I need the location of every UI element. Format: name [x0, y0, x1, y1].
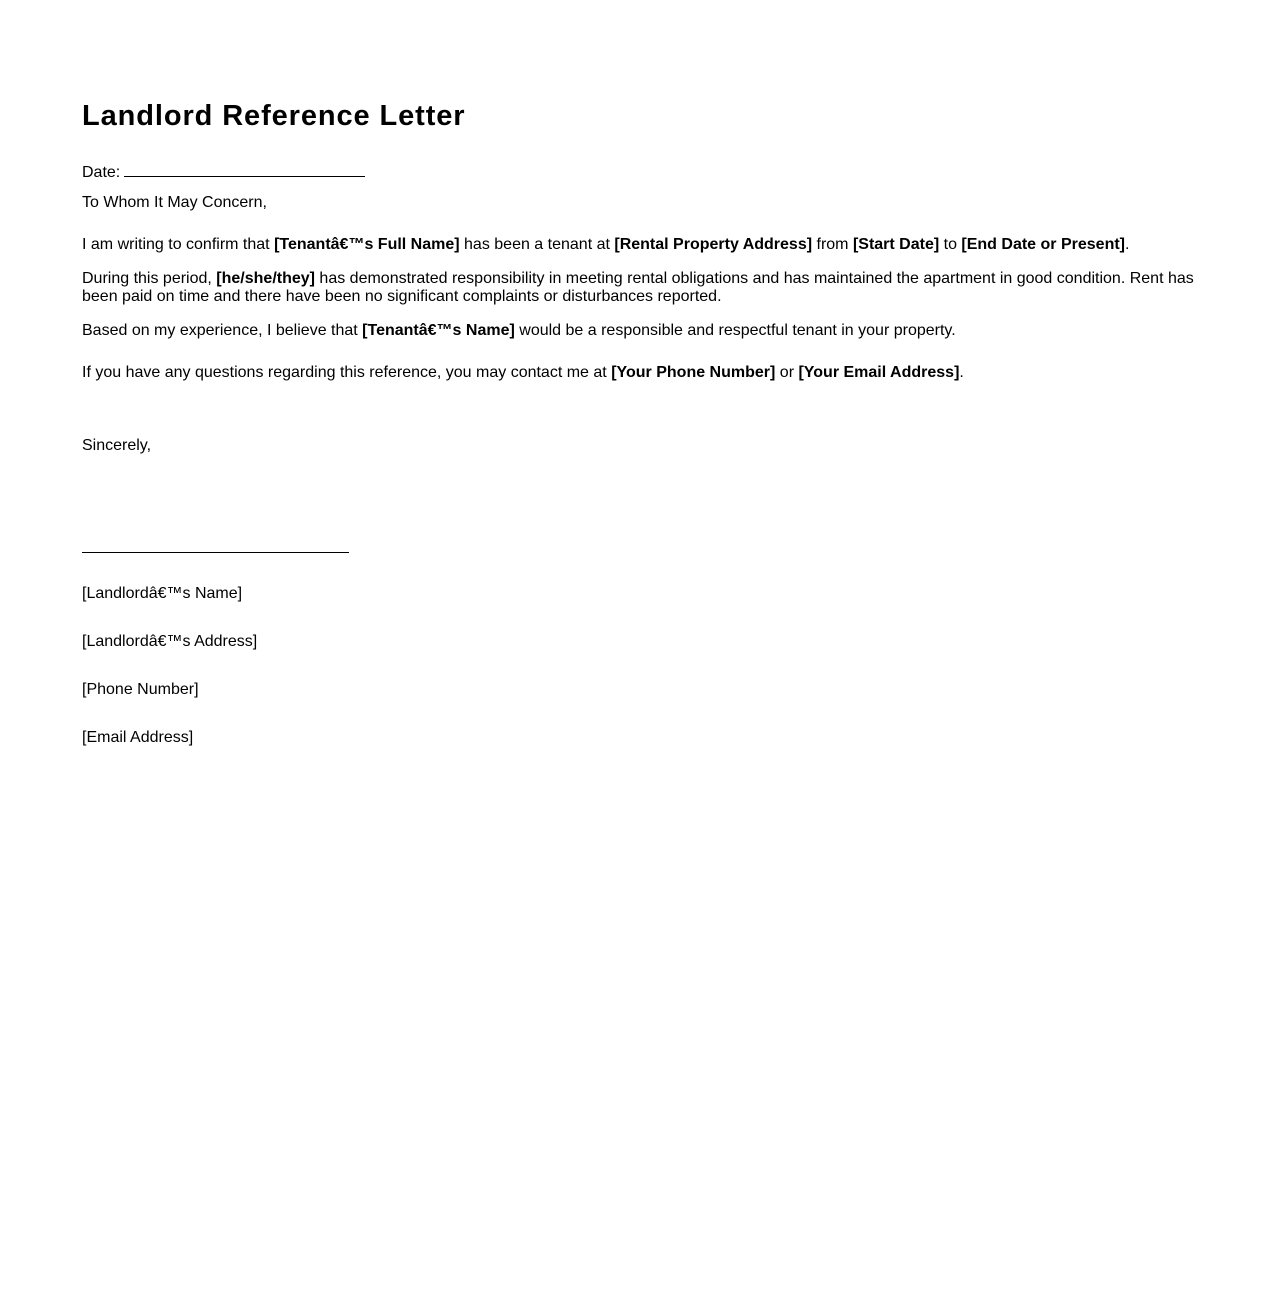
text: During this period, [82, 270, 217, 287]
text: . [1125, 236, 1130, 253]
paragraph-contact [82, 364, 1202, 382]
paragraph-tenancy [82, 236, 1202, 254]
landlord-address: [Landlordâ€™s Address] [82, 633, 258, 650]
text: . [959, 364, 964, 381]
text: I am writing to confirm that [82, 236, 275, 253]
date-label: Date: [82, 164, 121, 181]
text: has demonstrated responsibility in meeting rental obligations and has maintained the apartment in good condition. Rent has been paid on time and there have been no significant complaints or disturbances reported. [82, 270, 1194, 305]
end-date-placeholder: [End Date or Present] [961, 236, 1125, 253]
salutation: To Whom It May Concern, [82, 194, 267, 211]
paragraph-recommendation [82, 322, 1202, 340]
text: or [775, 364, 799, 381]
landlord-name: [Landlordâ€™s Name] [82, 585, 243, 602]
landlord-email: [Email Address] [82, 729, 194, 746]
start-date-placeholder: [Start Date] [852, 236, 940, 253]
page-title: Landlord Reference Letter [82, 100, 466, 132]
text: If you have any questions regarding this reference, you may contact me at [82, 364, 612, 381]
text: to [939, 236, 962, 253]
text: from [812, 236, 853, 253]
pronoun-placeholder: [he/she/they] [216, 270, 315, 287]
paragraph-conduct [82, 270, 1202, 306]
landlord-phone: [Phone Number] [82, 681, 199, 698]
email-placeholder: [Your Email Address] [798, 364, 960, 381]
phone-placeholder: [Your Phone Number] [611, 364, 776, 381]
text: has been a tenant at [459, 236, 615, 253]
signature-line [82, 552, 349, 553]
closing: Sincerely, [82, 437, 152, 454]
date-blank-line [124, 160, 365, 177]
date-row [82, 160, 365, 182]
text: would be a responsible and respectful tenant in your property. [514, 322, 956, 339]
property-address-placeholder: [Rental Property Address] [614, 236, 813, 253]
tenant-name-placeholder: [Tenantâ€™s Name] [362, 322, 515, 339]
text: Based on my experience, I believe that [82, 322, 363, 339]
tenant-full-name-placeholder: [Tenantâ€™s Full Name] [274, 236, 460, 253]
